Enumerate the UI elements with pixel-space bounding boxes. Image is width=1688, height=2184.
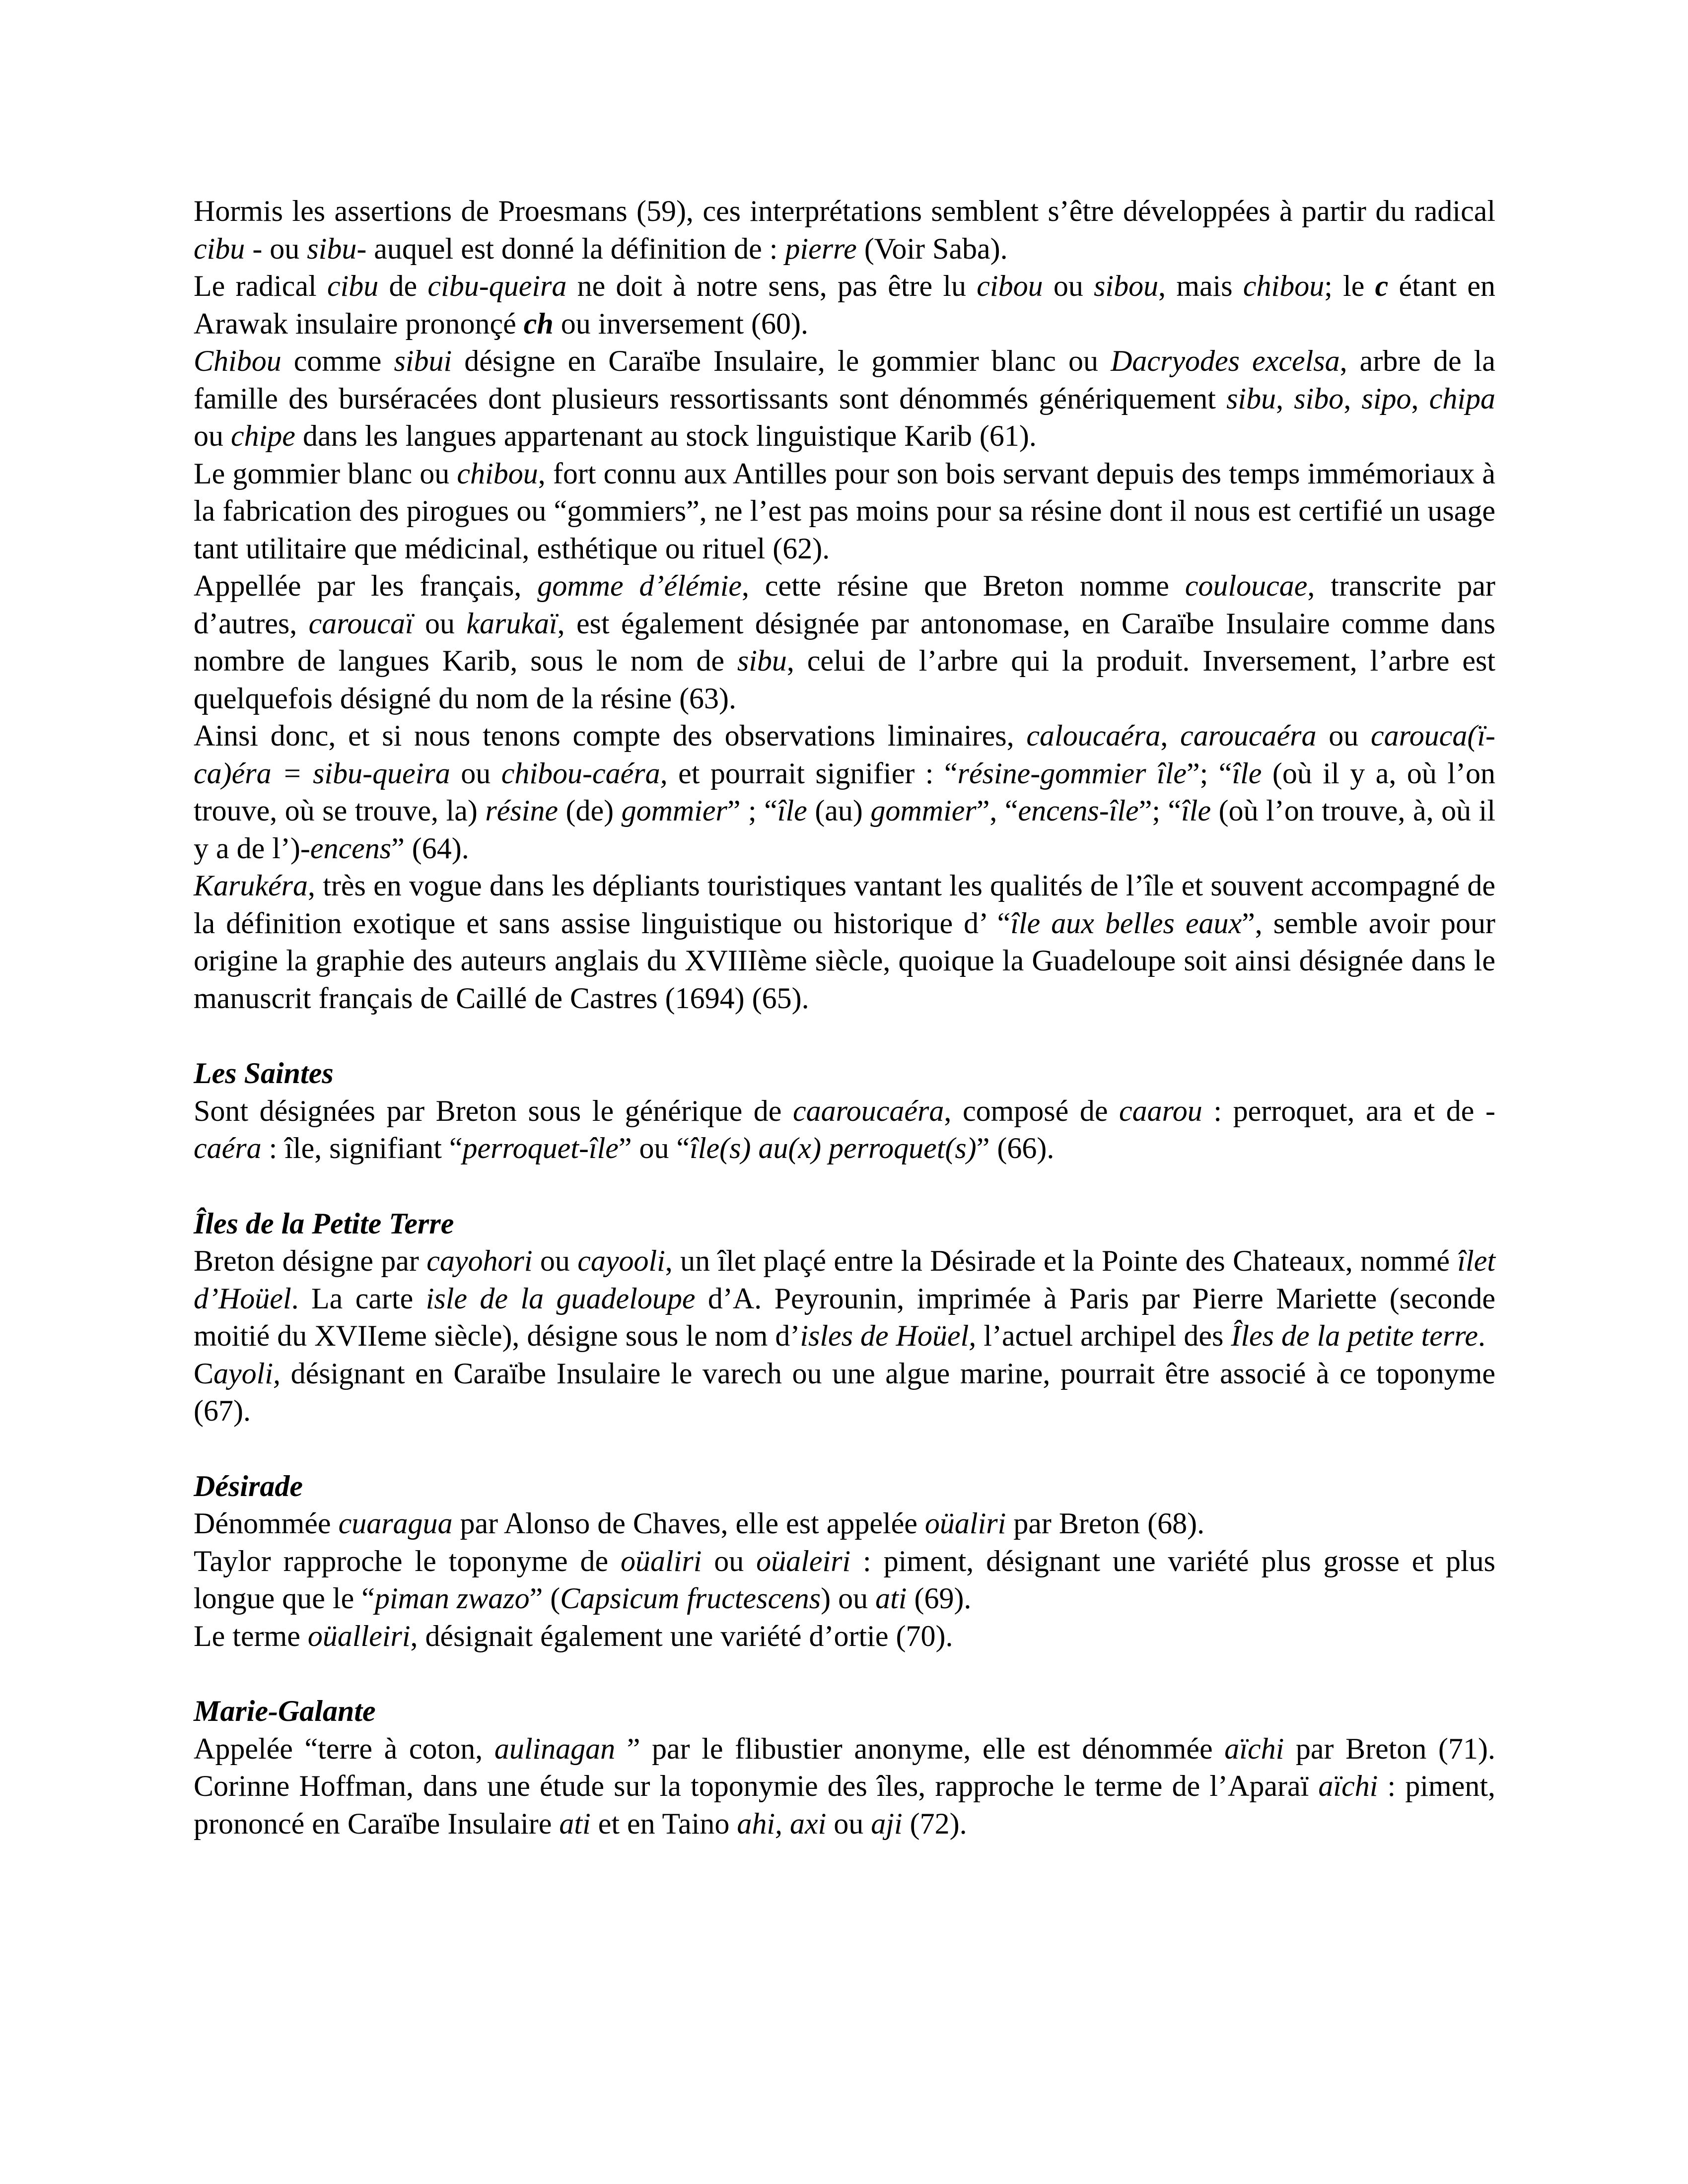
text-run: Sont désignées par Breton sous le générique de <box>194 1094 793 1127</box>
text-run: ”; “ <box>1138 794 1182 827</box>
text-run: oüaliri <box>924 1507 1006 1540</box>
text-run: ati <box>875 1582 907 1615</box>
text-run: de <box>378 270 428 302</box>
paragraph-ainsi-donc <box>194 717 1495 867</box>
text-run: ou <box>1043 270 1094 302</box>
text-run: , transcrite par d’autres, <box>194 569 1495 640</box>
text-run: auquel est donné la définition de : <box>366 232 785 265</box>
text-run: -caéra <box>194 1094 1495 1164</box>
text-run: : piment, désignant une variété plus grosse et plus longue que le “ <box>194 1544 1495 1615</box>
heading-desirade: Désirade <box>194 1469 303 1502</box>
spacer <box>194 1017 1495 1055</box>
text-run: , cette résine que Breton nomme <box>742 569 1185 602</box>
text-run: cayooli <box>577 1244 665 1277</box>
text-run: ati <box>559 1807 591 1840</box>
text-run: , <box>1343 382 1362 415</box>
text-run: (de) <box>558 794 622 827</box>
text-run: désigne en Caraïbe Insulaire, le gommier blanc ou <box>452 344 1111 377</box>
paragraph-radical-cibu <box>194 268 1495 342</box>
text-run: (au) <box>807 794 871 827</box>
text-run: carouca(ï-ca)éra = sibu-queira <box>194 719 1496 790</box>
text-run: désignant en Caraïbe Insulaire le varech ou une algue marine, pourrait être associé à ce toponyme (67). <box>194 1357 1495 1427</box>
text-run: ”, “ <box>976 794 1018 827</box>
paragraph-oualleiri <box>194 1618 1495 1655</box>
text-run: ”; “ <box>1187 756 1232 790</box>
text-run: (Voir Saba). <box>856 232 1008 265</box>
text-run: Ainsi donc, et si nous tenons compte des observations liminaires, <box>194 719 1027 752</box>
paragraph-karukera <box>194 867 1495 1017</box>
text-run: Taylor rapproche le toponyme de <box>194 1544 621 1577</box>
text-run: gommier <box>870 794 977 827</box>
text-run: ou <box>450 756 501 790</box>
text-run: résine-gommier île <box>957 756 1187 790</box>
text-run: ” (64). <box>391 831 469 865</box>
text-run: , composé de <box>944 1094 1120 1127</box>
text-run: ne doit à notre sens, pas être lu <box>566 270 977 302</box>
text-run: sipo <box>1361 382 1411 415</box>
text-run: caroucaï <box>308 607 414 640</box>
text-run: , un îlet plaçé entre la Désirade et la Pointe des Chateaux, nommé <box>665 1244 1458 1277</box>
text-run: caloucaéra <box>1026 719 1161 752</box>
paragraph-gommier-blanc <box>194 455 1495 568</box>
text-run: . <box>1477 1319 1485 1352</box>
text-run: (où il y a, où l’on trouve, où se trouve, la) <box>194 756 1496 827</box>
document-page <box>194 193 1495 1843</box>
text-run: ; le <box>1324 270 1375 302</box>
text-run: par Breton (71). Corinne Hoffman, dans une étude sur la toponymie des îles, rapproche le terme de l’Aparaï <box>194 1732 1495 1802</box>
paragraph-cayohori <box>194 1242 1495 1355</box>
text-run: ” par le flibustier anonyme, elle est dénommée <box>615 1732 1225 1765</box>
text-run: perroquet-île <box>462 1132 619 1164</box>
text-run: encens <box>310 831 392 865</box>
text-run: chibou-caéra, <box>501 756 668 790</box>
text-run: c <box>1375 270 1389 302</box>
text-run: et en Taino <box>590 1807 737 1840</box>
text-run: ou <box>826 1807 871 1840</box>
spacer <box>194 1167 1495 1205</box>
text-run: comme <box>281 344 394 377</box>
text-run: aïchi <box>1224 1732 1284 1765</box>
text-run: sibu <box>737 644 787 677</box>
text-run: cibu <box>327 270 379 302</box>
text-run: île <box>1181 794 1211 827</box>
paragraph-cayoli <box>194 1355 1495 1430</box>
text-run: Breton désigne par <box>194 1244 427 1277</box>
paragraph-saintes <box>194 1092 1495 1167</box>
text-run: cayohori <box>426 1244 533 1277</box>
paragraph-cuaragua <box>194 1505 1495 1543</box>
text-run: piman zwazo <box>374 1582 530 1615</box>
text-run: sibui <box>394 344 452 377</box>
text-run: Chibou <box>194 344 281 377</box>
text-run: (où l’on trouve, à, où il y a de l’)- <box>194 794 1495 865</box>
text-run: ” ou “ <box>618 1132 690 1164</box>
text-run: Îles de la petite terre <box>1231 1319 1478 1352</box>
text-run: d’A. Peyrounin, imprimée à Paris par Pierre Mariette (seconde moitié du XVIIeme siècle), désigne sous le nom d’ <box>194 1282 1495 1352</box>
text-run: sibo <box>1294 382 1344 415</box>
text-run: dans les langues appartenant au stock linguistique Karib (61). <box>295 419 1037 452</box>
text-run: gommier <box>621 794 727 827</box>
text-run: Hormis les assertions de Proesmans (59), ces interprétations semblent s’être développées à partir du radical <box>194 195 1495 227</box>
paragraph-gomme-elemie <box>194 567 1495 717</box>
text-run: ” (66). <box>976 1132 1055 1164</box>
text-run: , mais <box>1158 270 1243 302</box>
text-run: ou <box>702 1544 757 1577</box>
text-run: île(s) au(x) perroquet(s) <box>690 1132 977 1164</box>
text-run: oüaleiri <box>756 1544 851 1577</box>
text-run: cibou <box>977 270 1043 302</box>
text-run: ahi, axi <box>737 1807 827 1840</box>
text-run: et pourrait signifier : “ <box>667 756 958 790</box>
text-run: île aux belles eaux <box>1010 906 1242 940</box>
text-run: . La carte <box>291 1282 426 1315</box>
heading-petite-terre: Îles de la Petite Terre <box>194 1207 454 1240</box>
text-run: oüaliri <box>621 1544 702 1577</box>
text-run: chibou <box>1243 270 1325 302</box>
text-run: Le radical <box>194 270 327 302</box>
text-run: aïchi <box>1318 1770 1378 1802</box>
text-run: , très en vogue dans les dépliants touristiques vantant les qualités de l’île et souvent accompagné de la définition exotique et sans assise linguistique ou historique d’ “ <box>194 869 1495 940</box>
paragraph-aulinagan <box>194 1730 1495 1843</box>
text-run: ” ( <box>529 1582 561 1615</box>
text-run: Le gommier blanc ou <box>194 457 457 490</box>
paragraph-taylor <box>194 1543 1495 1618</box>
text-run: ou inversement (60). <box>553 307 808 340</box>
text-run: - ou <box>245 232 307 265</box>
text-run: , <box>1160 719 1181 752</box>
text-run: Dacryodes excelsa <box>1111 344 1340 377</box>
text-run: Dénommée <box>194 1507 339 1540</box>
text-run: sibu <box>1226 382 1276 415</box>
text-run: ou <box>194 419 231 452</box>
text-run: résine <box>485 794 558 827</box>
text-run: ”, semble avoir pour origine la graphie des auteurs anglais du XVIIIème siècle, quoique la Guadeloupe soit ainsi désignée dans le manuscrit français de Caillé de Castres (1694) (65). <box>194 906 1495 1015</box>
spacer <box>194 1430 1495 1468</box>
text-run: , fort connu aux Antilles pour son bois servant depuis des temps immémoriaux à la fabrication des pirogues ou “gommiers”, ne l’est pas moins pour sa résine dont il nous est certifié un usage tant utilitaire que médicinal, esthétique ou rituel (62). <box>194 457 1495 565</box>
text-run: île <box>777 794 807 827</box>
text-run: l’actuel archipel des <box>976 1319 1231 1352</box>
text-run: chipe <box>231 419 295 452</box>
text-run: sibou <box>1094 270 1159 302</box>
text-run <box>524 307 554 340</box>
text-run: oüalleiri <box>307 1619 411 1652</box>
text-run: ch <box>523 307 554 340</box>
text-run: caarou <box>1119 1094 1202 1127</box>
text-run: Appelée “terre à coton, <box>194 1732 494 1765</box>
text-run: cibu <box>194 232 245 265</box>
text-run: C <box>194 1357 214 1390</box>
text-run: chibou <box>457 457 538 490</box>
text-run: (72). <box>902 1807 967 1840</box>
text-run: couloucae <box>1185 569 1308 602</box>
text-run: ou <box>532 1244 578 1277</box>
text-run: : piment, prononcé en Caraïbe Insulaire <box>194 1770 1495 1840</box>
heading-marie-galante: Marie-Galante <box>194 1695 376 1727</box>
text-run <box>1375 270 1389 302</box>
text-run: Le terme <box>194 1619 308 1652</box>
text-run: : île, signifiant “ <box>261 1132 463 1164</box>
text-run: cibu-queira <box>427 270 567 302</box>
paragraph-chibou <box>194 342 1495 455</box>
text-run: , <box>1411 382 1429 415</box>
text-run: cuaragua <box>338 1507 453 1540</box>
text-run: ” ; “ <box>727 794 777 827</box>
text-run: isle de la guadeloupe <box>425 1282 696 1315</box>
text-run: ayoli, <box>213 1357 281 1390</box>
text-run: étant en Arawak insulaire prononçé <box>194 270 1496 340</box>
text-run: ou <box>413 607 467 640</box>
text-run: Capsicum fructescens <box>560 1582 821 1615</box>
text-run: Appellée par les français, <box>194 569 538 602</box>
text-run: , désignait également une variété d’ortie (70). <box>410 1619 953 1652</box>
text-run: encens-île <box>1018 794 1139 827</box>
text-run: Karukéra <box>194 869 308 902</box>
text-run: karukaï <box>466 607 558 640</box>
text-run: gomme d’élémie <box>537 569 742 602</box>
text-run: par Breton (68). <box>1006 1507 1205 1540</box>
text-run: , arbre de la famille des burséracées dont plusieurs ressortissants sont dénommés génériquement <box>194 344 1495 415</box>
text-run: , celui de l’arbre qui la produit. Inversement, l’arbre est quelquefois désigné du nom de la résine (63). <box>194 644 1496 715</box>
text-run: ou <box>1316 719 1371 752</box>
paragraph-proesmans <box>194 193 1495 268</box>
text-run: îlet d’Hoüel <box>194 1244 1495 1315</box>
text-run: , <box>1276 382 1294 415</box>
text-run: caaroucaéra <box>793 1094 944 1127</box>
spacer <box>194 1655 1495 1693</box>
text-run: : perroquet, ara et de <box>1202 1094 1486 1127</box>
text-run: chipa <box>1429 382 1496 415</box>
text-run: île <box>1232 756 1262 790</box>
text-run: , est également désignée par antonomase, en Caraïbe Insulaire comme dans nombre de langues Karib, sous le nom de <box>194 607 1496 677</box>
text-run: aji <box>871 1807 903 1840</box>
text-run: aulinagan <box>494 1732 616 1765</box>
heading-les-saintes: Les Saintes <box>194 1057 334 1090</box>
text-run: (69). <box>907 1582 972 1615</box>
text-run: caroucaéra <box>1180 719 1317 752</box>
text-run: par Alonso de Chaves, elle est appelée <box>452 1507 925 1540</box>
text-run: isles de Hoüel, <box>800 1319 977 1352</box>
text-run: sibu- <box>307 232 367 265</box>
text-run: ) ou <box>821 1582 876 1615</box>
text-run: pierre <box>785 232 857 265</box>
